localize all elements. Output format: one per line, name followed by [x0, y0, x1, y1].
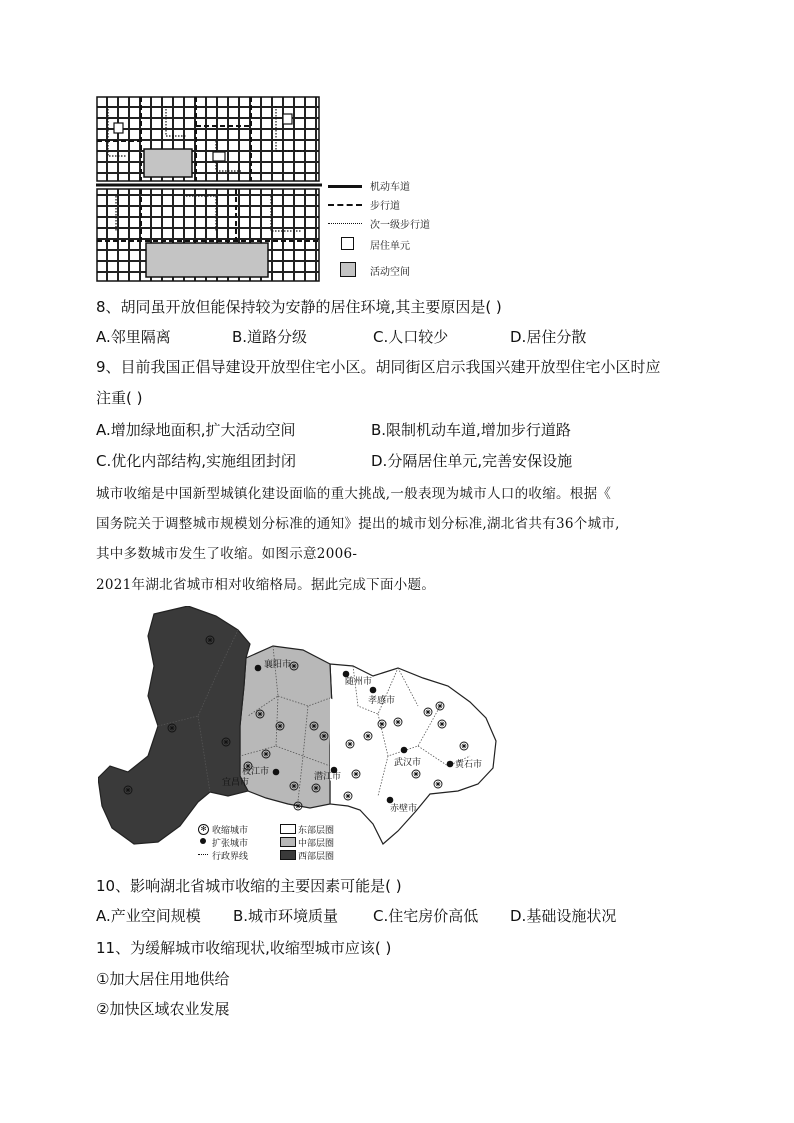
city-label: 襄阳市 — [264, 660, 292, 670]
city-label: 宜昌市 — [222, 778, 250, 788]
expand-legend-icon — [200, 838, 206, 844]
q9-option-d[interactable]: D.分隔居住单元,完善安保设施 — [371, 452, 573, 470]
q9-option-c[interactable]: C.优化内部结构,实施组团封闭 — [96, 452, 297, 470]
shrink-city-star — [354, 772, 359, 777]
q11-item-1: ①加大居住用地供给 — [96, 970, 230, 988]
shrink-city-star — [438, 704, 443, 709]
q8-stem: 8、胡同虽开放但能保持较为安静的居住环境,其主要原因是( ) — [96, 298, 502, 316]
city-label: 随州市 — [345, 677, 373, 687]
activity-space-symbol — [340, 262, 356, 277]
west-legend-swatch — [280, 850, 296, 860]
shrink-city-star — [322, 734, 327, 739]
q10-option-b[interactable]: B.城市环境质量 — [233, 907, 339, 925]
passage-line: 其中多数城市发生了收缩。如图示意2006- — [96, 546, 358, 562]
q10-option-a[interactable]: A.产业空间规模 — [96, 907, 201, 925]
legend-label: 活动空间 — [370, 267, 410, 278]
q11-item-2: ②加快区域农业发展 — [96, 1000, 230, 1018]
shrink-city-star — [346, 794, 351, 799]
shrink-city-star — [258, 712, 263, 717]
shrink-city-star — [296, 804, 301, 809]
east-region — [330, 664, 496, 844]
q8-option-c[interactable]: C.人口较少 — [373, 328, 449, 346]
city-dot — [370, 687, 377, 694]
shrink-city-star — [380, 722, 385, 727]
boundary-legend-icon — [198, 854, 208, 855]
passage-line: 2021年湖北省城市相对收缩格局。据此完成下面小题。 — [96, 577, 436, 593]
city-label: 武汉市 — [394, 758, 422, 768]
city-dot — [401, 747, 408, 754]
shrink-city-star — [314, 786, 319, 791]
legend-label: 居住单元 — [370, 241, 410, 252]
shrink-city-star — [264, 752, 269, 757]
shrink-city-star — [292, 664, 297, 669]
q11-stem: 11、为缓解城市收缩现状,收缩型城市应该( ) — [96, 939, 392, 957]
q10-option-d[interactable]: D.基础设施状况 — [510, 907, 617, 925]
shrink-city-star — [366, 734, 371, 739]
shrink-city-star — [278, 724, 283, 729]
legend-label: 次一级步行道 — [370, 220, 430, 231]
q9-option-a[interactable]: A.增加绿地面积,扩大活动空间 — [96, 421, 296, 439]
shrink-city-star — [436, 782, 441, 787]
city-label: 赤壁市 — [390, 804, 418, 814]
residential-unit-symbol — [341, 237, 354, 250]
walkway-symbol — [328, 204, 362, 206]
middle-legend-swatch — [280, 837, 296, 847]
hubei-map-figure — [98, 606, 500, 866]
q8-option-b[interactable]: B.道路分级 — [232, 328, 308, 346]
q8-option-d[interactable]: D.居住分散 — [510, 328, 587, 346]
legend-label: 机动车道 — [370, 182, 410, 193]
map-legend-label: 东部层圈 — [298, 826, 335, 836]
city-dot — [255, 665, 262, 672]
shrink-city-star — [224, 740, 229, 745]
shrink-city-star — [440, 722, 445, 727]
shrink-city-star — [312, 724, 317, 729]
q10-option-c[interactable]: C.住宅房价高低 — [373, 907, 479, 925]
shrink-city-star — [426, 710, 431, 715]
secondary-walkway-symbol — [328, 223, 362, 224]
shrink-city-star — [292, 784, 297, 789]
map-legend-label: 收缩城市 — [212, 826, 249, 836]
shrink-city-star — [170, 726, 175, 731]
map-legend-label: 行政界线 — [212, 852, 249, 862]
city-label: 枝江市 — [242, 767, 270, 777]
shrink-city-star — [208, 638, 213, 643]
city-dot — [273, 769, 280, 776]
q9-option-b[interactable]: B.限制机动车道,增加步行道路 — [371, 421, 571, 439]
q8-option-a[interactable]: A.邻里隔离 — [96, 328, 171, 346]
east-legend-swatch — [280, 824, 296, 834]
grid-legend — [328, 176, 468, 286]
hutong-grid-svg — [96, 96, 322, 282]
passage-line: 城市收缩是中国新型城镇化建设面临的重大挑战,一般表现为城市人口的收缩。根据《 — [96, 486, 612, 502]
q9-stem-line2: 注重( ) — [96, 389, 143, 407]
city-dot — [387, 797, 394, 804]
shrink-legend-icon: ✻ — [198, 824, 209, 835]
map-legend-label: 扩张城市 — [212, 839, 249, 849]
q10-stem: 10、影响湖北省城市收缩的主要因素可能是( ) — [96, 877, 402, 895]
passage-line: 国务院关于调整城市规模划分标准的通知》提出的城市划分标准,湖北省共有36个城市, — [96, 516, 620, 532]
city-label: 潜江市 — [314, 772, 342, 782]
hutong-grid-figure — [96, 96, 322, 282]
city-label: 黄石市 — [455, 760, 483, 770]
city-dot — [447, 761, 454, 768]
shrink-city-star — [462, 744, 467, 749]
q9-stem-line1: 9、目前我国正倡导建设开放型住宅小区。胡同街区启示我国兴建开放型住宅小区时应 — [96, 358, 661, 376]
legend-label: 步行道 — [370, 201, 400, 212]
city-label: 孝感市 — [368, 696, 396, 706]
shrink-city-star — [414, 772, 419, 777]
motor-road-symbol — [328, 185, 362, 188]
map-legend-label: 中部层圈 — [298, 839, 335, 849]
shrink-city-star — [396, 720, 401, 725]
shrink-city-star — [348, 742, 353, 747]
map-legend-label: 西部层圈 — [298, 852, 335, 862]
shrink-city-star — [126, 788, 131, 793]
map-legend — [198, 824, 368, 866]
